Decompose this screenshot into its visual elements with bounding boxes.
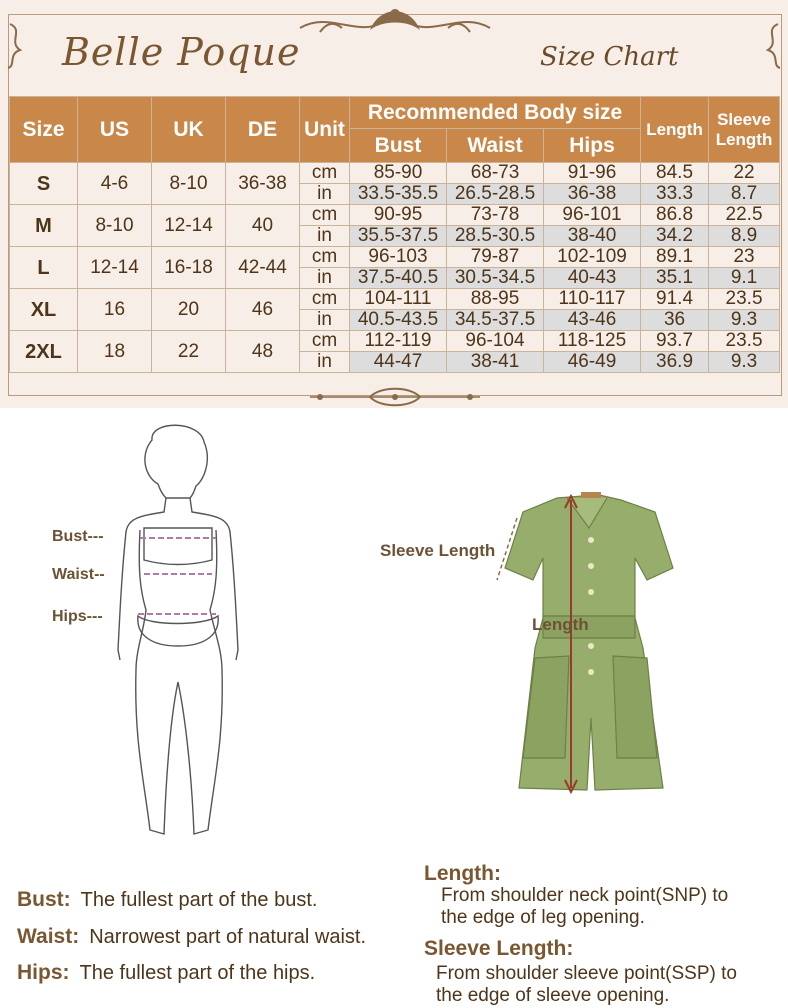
header-waist: Waist — [447, 129, 544, 163]
de-cell: 46 — [226, 289, 300, 331]
romper-figure-icon — [495, 488, 685, 798]
bust-cell: 33.5-35.5 — [350, 184, 447, 205]
waist-definition: Waist: Narrowest part of natural waist. — [17, 925, 367, 948]
hips-cell: 46-49 — [544, 352, 641, 373]
left-corner-ornament-icon — [4, 20, 28, 70]
hips-label: Hips--- — [52, 608, 103, 625]
table-row — [10, 205, 780, 226]
right-corner-ornament-icon — [760, 20, 784, 70]
table-row — [10, 331, 780, 352]
hips-cell: 118-125 — [544, 331, 641, 352]
hips-cell: 102-109 — [544, 247, 641, 268]
brand-logo: Belle Poque — [62, 30, 301, 74]
de-cell: 48 — [226, 331, 300, 373]
us-cell: 18 — [78, 331, 152, 373]
waist-label: Waist-- — [52, 566, 105, 583]
table-header-row — [10, 97, 780, 129]
bust-cell: 104-111 — [350, 289, 447, 310]
bust-cell: 85-90 — [350, 163, 447, 184]
length-cell: 89.1 — [641, 247, 709, 268]
header-hips: Hips — [544, 129, 641, 163]
hips-cell: 40-43 — [544, 268, 641, 289]
unit-cell: cm — [300, 163, 350, 184]
header-us: US — [78, 97, 152, 163]
table-row — [10, 289, 780, 310]
sleeve-cell: 22 — [709, 163, 780, 184]
size-table — [9, 96, 780, 373]
sleeve-length-label: Sleeve Length — [380, 541, 496, 560]
bust-label: Bust--- — [52, 528, 104, 545]
waist-cell: 73-78 — [447, 205, 544, 226]
uk-cell: 22 — [152, 331, 226, 373]
header-de: DE — [226, 97, 300, 163]
waist-cell: 26.5-28.5 — [447, 184, 544, 205]
hips-cell: 110-117 — [544, 289, 641, 310]
length-label: Length — [532, 615, 589, 634]
unit-cell: in — [300, 310, 350, 331]
de-cell: 42-44 — [226, 247, 300, 289]
us-cell: 16 — [78, 289, 152, 331]
unit-cell: in — [300, 184, 350, 205]
size-cell: XL — [10, 289, 78, 331]
header-sleeve-length: Sleeve Length — [709, 97, 780, 163]
unit-cell: cm — [300, 289, 350, 310]
bottom-ornament-icon — [300, 386, 490, 408]
uk-cell: 8-10 — [152, 163, 226, 205]
sleeve-cell: 23.5 — [709, 331, 780, 352]
hips-cell: 91-96 — [544, 163, 641, 184]
bust-cell: 112-119 — [350, 331, 447, 352]
length-cell: 36 — [641, 310, 709, 331]
length-explanation-title: Length: — [424, 862, 501, 885]
sleeve-explanation-line2: the edge of sleeve opening. — [436, 985, 670, 1006]
header-length: Length — [641, 97, 709, 163]
header-bust: Bust — [350, 129, 447, 163]
us-cell: 4-6 — [78, 163, 152, 205]
bust-cell: 44-47 — [350, 352, 447, 373]
header-size: Size — [10, 97, 78, 163]
sleeve-cell: 9.3 — [709, 352, 780, 373]
de-cell: 36-38 — [226, 163, 300, 205]
sleeve-explanation-title: Sleeve Length: — [424, 937, 574, 960]
us-cell: 12-14 — [78, 247, 152, 289]
sleeve-cell: 23 — [709, 247, 780, 268]
table-row — [10, 247, 780, 268]
size-chart-panel — [0, 0, 788, 408]
table-body — [10, 163, 780, 373]
hips-cell: 43-46 — [544, 310, 641, 331]
bust-cell: 90-95 — [350, 205, 447, 226]
de-cell: 40 — [226, 205, 300, 247]
hips-cell: 96-101 — [544, 205, 641, 226]
body-figure-icon — [100, 420, 260, 850]
waist-cell: 68-73 — [447, 163, 544, 184]
bust-cell: 37.5-40.5 — [350, 268, 447, 289]
hips-cell: 36-38 — [544, 184, 641, 205]
unit-cell: cm — [300, 247, 350, 268]
uk-cell: 20 — [152, 289, 226, 331]
sleeve-cell: 9.3 — [709, 310, 780, 331]
length-explanation-line1: From shoulder neck point(SNP) to — [441, 885, 729, 906]
size-cell: L — [10, 247, 78, 289]
size-chart-title: Size Chart — [540, 42, 679, 72]
waist-cell: 28.5-30.5 — [447, 226, 544, 247]
bust-cell: 96-103 — [350, 247, 447, 268]
unit-cell: in — [300, 226, 350, 247]
waist-cell: 96-104 — [447, 331, 544, 352]
length-explanation-line2: the edge of leg opening. — [441, 907, 645, 928]
waist-cell: 34.5-37.5 — [447, 310, 544, 331]
bust-cell: 40.5-43.5 — [350, 310, 447, 331]
us-cell: 8-10 — [78, 205, 152, 247]
unit-cell: cm — [300, 205, 350, 226]
length-cell: 35.1 — [641, 268, 709, 289]
size-cell: M — [10, 205, 78, 247]
length-cell: 33.3 — [641, 184, 709, 205]
sleeve-cell: 8.7 — [709, 184, 780, 205]
bust-cell: 35.5-37.5 — [350, 226, 447, 247]
table-row — [10, 163, 780, 184]
unit-cell: in — [300, 268, 350, 289]
waist-cell: 79-87 — [447, 247, 544, 268]
length-cell: 36.9 — [641, 352, 709, 373]
hips-definition: Hips: The fullest part of the hips. — [17, 961, 316, 984]
sleeve-cell: 9.1 — [709, 268, 780, 289]
unit-cell: in — [300, 352, 350, 373]
sleeve-cell: 22.5 — [709, 205, 780, 226]
length-cell: 91.4 — [641, 289, 709, 310]
uk-cell: 12-14 — [152, 205, 226, 247]
bust-definition: Bust: The fullest part of the bust. — [17, 888, 318, 911]
length-cell: 93.7 — [641, 331, 709, 352]
waist-cell: 30.5-34.5 — [447, 268, 544, 289]
size-cell: 2XL — [10, 331, 78, 373]
sleeve-cell: 8.9 — [709, 226, 780, 247]
waist-cell: 88-95 — [447, 289, 544, 310]
top-ornament-icon — [290, 0, 500, 48]
length-cell: 84.5 — [641, 163, 709, 184]
sleeve-cell: 23.5 — [709, 289, 780, 310]
waist-cell: 38-41 — [447, 352, 544, 373]
header-recommended: Recommended Body size — [350, 97, 641, 129]
header-unit: Unit — [300, 97, 350, 163]
header-uk: UK — [152, 97, 226, 163]
length-cell: 34.2 — [641, 226, 709, 247]
length-cell: 86.8 — [641, 205, 709, 226]
hips-cell: 38-40 — [544, 226, 641, 247]
size-cell: S — [10, 163, 78, 205]
sleeve-explanation-line1: From shoulder sleeve point(SSP) to — [436, 963, 737, 984]
uk-cell: 16-18 — [152, 247, 226, 289]
unit-cell: cm — [300, 331, 350, 352]
